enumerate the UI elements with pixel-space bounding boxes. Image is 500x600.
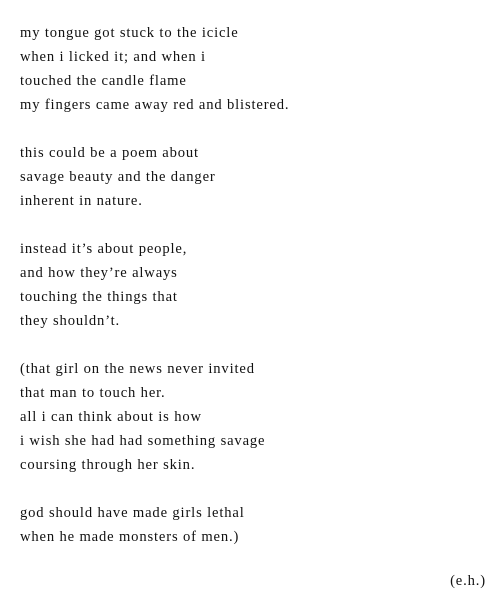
stanza-5 bbox=[20, 501, 490, 549]
author-signature: (e.h.) bbox=[450, 573, 486, 589]
poem-line: and how they’re always bbox=[20, 265, 178, 281]
poem-line: inherent in nature. bbox=[20, 193, 143, 209]
stanza-4 bbox=[20, 357, 490, 477]
poem-line: all i can think about is how bbox=[20, 409, 202, 425]
poem-line: instead it’s about people, bbox=[20, 241, 188, 257]
poem-line: i wish she had had something savage bbox=[20, 433, 266, 449]
stanza-2 bbox=[20, 141, 490, 213]
poem-body bbox=[20, 21, 490, 573]
poem-line: when he made monsters of men.) bbox=[20, 529, 240, 545]
poem-line: god should have made girls lethal bbox=[20, 505, 245, 521]
poem-line: this could be a poem about bbox=[20, 145, 199, 161]
poem-line: when i licked it; and when i bbox=[20, 49, 206, 65]
stanza-1 bbox=[20, 21, 490, 117]
poem-line: my tongue got stuck to the icicle bbox=[20, 25, 239, 41]
poem-line: touched the candle flame bbox=[20, 73, 187, 89]
poem-line: that man to touch her. bbox=[20, 385, 166, 401]
poem-line: coursing through her skin. bbox=[20, 457, 196, 473]
poem-line: my fingers came away red and blistered. bbox=[20, 97, 290, 113]
poem-line: (that girl on the news never invited bbox=[20, 361, 255, 377]
poem-line: they shouldn’t. bbox=[20, 313, 121, 329]
poem-line: savage beauty and the danger bbox=[20, 169, 216, 185]
poem-line: touching the things that bbox=[20, 289, 178, 305]
stanza-3 bbox=[20, 237, 490, 333]
